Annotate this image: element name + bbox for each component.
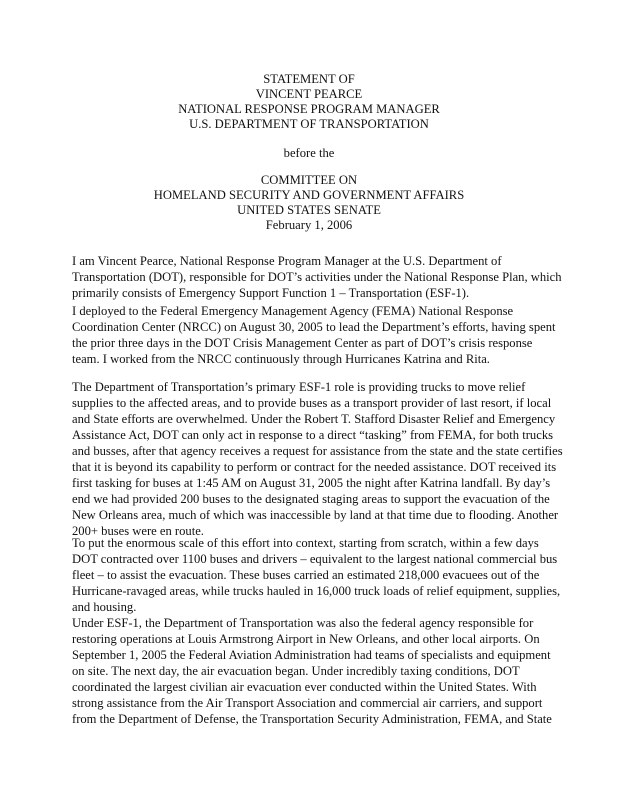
paragraph-line: Assistance Act, DOT can only act in response to a direct “tasking” from FEMA, for both trucks <box>72 428 554 442</box>
paragraph-line: I deployed to the Federal Emergency Management Agency (FEMA) National Response <box>72 304 514 318</box>
paragraph-air-evacuation <box>72 615 592 727</box>
paragraph-line: end we had provided 200 buses to the designated staging areas to support the evacuation of the <box>72 492 550 506</box>
paragraph-line: strong assistance from the Air Transport Association and commercial air carriers, and support <box>72 696 543 710</box>
paragraph-line: Coordination Center (NRCC) on August 30, 2005 to lead the Department’s efforts, having spent <box>72 320 556 334</box>
paragraph-line: and housing. <box>72 600 137 614</box>
paragraph-line: the prior three days in the DOT Crisis Management Center as part of DOT’s crisis response <box>72 336 533 350</box>
paragraph-line: The Department of Transportation’s primary ESF-1 role is providing trucks to move relief <box>72 380 526 394</box>
witness-name: VINCENT PEARCE <box>255 87 363 101</box>
paragraph-line: on site. The next day, the air evacuation began. Under incredibly taxing conditions, DOT <box>72 664 520 678</box>
paragraph-line: 200+ buses were en route. <box>72 524 204 538</box>
paragraph-line: from the Department of Defense, the Transportation Security Administration, FEMA, and State <box>72 712 552 726</box>
paragraph-scale <box>72 535 592 615</box>
paragraph-line: and State efforts are overwhelmed. Under the Robert T. Stafford Disaster Relief and Emergency <box>72 412 556 426</box>
paragraph-line: DOT contracted over 1100 buses and drivers – equivalent to the largest national commercial bus <box>72 552 558 566</box>
committee-block <box>0 173 618 233</box>
witness-title: NATIONAL RESPONSE PROGRAM MANAGER <box>178 102 440 116</box>
paragraph-line: Transportation (DOT), responsible for DOT’s activities under the National Response Plan, which <box>72 270 562 284</box>
committee-chamber: UNITED STATES SENATE <box>237 203 381 217</box>
paragraph-line: restoring operations at Louis Armstrong Airport in New Orleans, and other local airports. On <box>72 632 540 646</box>
paragraph-line: and busses, after that agency receives a request for assistance from the state and the state certifies <box>72 444 563 458</box>
paragraph-introduction <box>72 253 592 301</box>
paragraph-esf1-role <box>72 379 592 539</box>
paragraph-line: I am Vincent Pearce, National Response Program Manager at the U.S. Department of <box>72 254 502 268</box>
paragraph-line: primarily consists of Emergency Support Function 1 – Transportation (ESF-1). <box>72 286 470 300</box>
before-the-line <box>0 146 618 161</box>
statement-heading: STATEMENT OF <box>263 72 355 86</box>
paragraph-line: that it is beyond its capability to perform or contract for the needed assistance. DOT received its <box>72 460 557 474</box>
paragraph-line: Under ESF-1, the Department of Transportation was also the federal agency responsible for <box>72 616 534 630</box>
statement-date: February 1, 2006 <box>265 218 353 232</box>
paragraph-line: team. I worked from the NRCC continuously through Hurricanes Katrina and Rita. <box>72 352 490 366</box>
paragraph-line: coordinated the largest civilian air evacuation ever conducted within the United States. With <box>72 680 537 694</box>
paragraph-deployment <box>72 303 592 367</box>
paragraph-line: September 1, 2005 the Federal Aviation Administration had teams of specialists and equipment <box>72 648 551 662</box>
paragraph-line: To put the enormous scale of this effort into context, starting from scratch, within a few days <box>72 536 539 550</box>
paragraph-line: fleet – to assist the evacuation. These buses carried an estimated 218,000 evacuees out of the <box>72 568 540 582</box>
statement-title-block <box>0 72 618 132</box>
committee-name: HOMELAND SECURITY AND GOVERNMENT AFFAIRS <box>153 188 465 202</box>
paragraph-line: Hurricane-ravaged areas, while trucks hauled in 16,000 truck loads of relief equipment, supplies, <box>72 584 561 598</box>
witness-agency: U.S. DEPARTMENT OF TRANSPORTATION <box>189 117 429 131</box>
committee-heading: COMMITTEE ON <box>260 173 358 187</box>
paragraph-line: New Orleans area, much of which was inaccessible by land at that time due to flooding. Another <box>72 508 559 522</box>
paragraph-line: first tasking for buses at 1:45 AM on August 31, 2005 the night after Katrina landfall. By day’s <box>72 476 551 490</box>
paragraph-line: supplies to the affected areas, and to provide buses as a transport provider of last resort, if local <box>72 396 552 410</box>
before-the-text: before the <box>283 146 335 160</box>
